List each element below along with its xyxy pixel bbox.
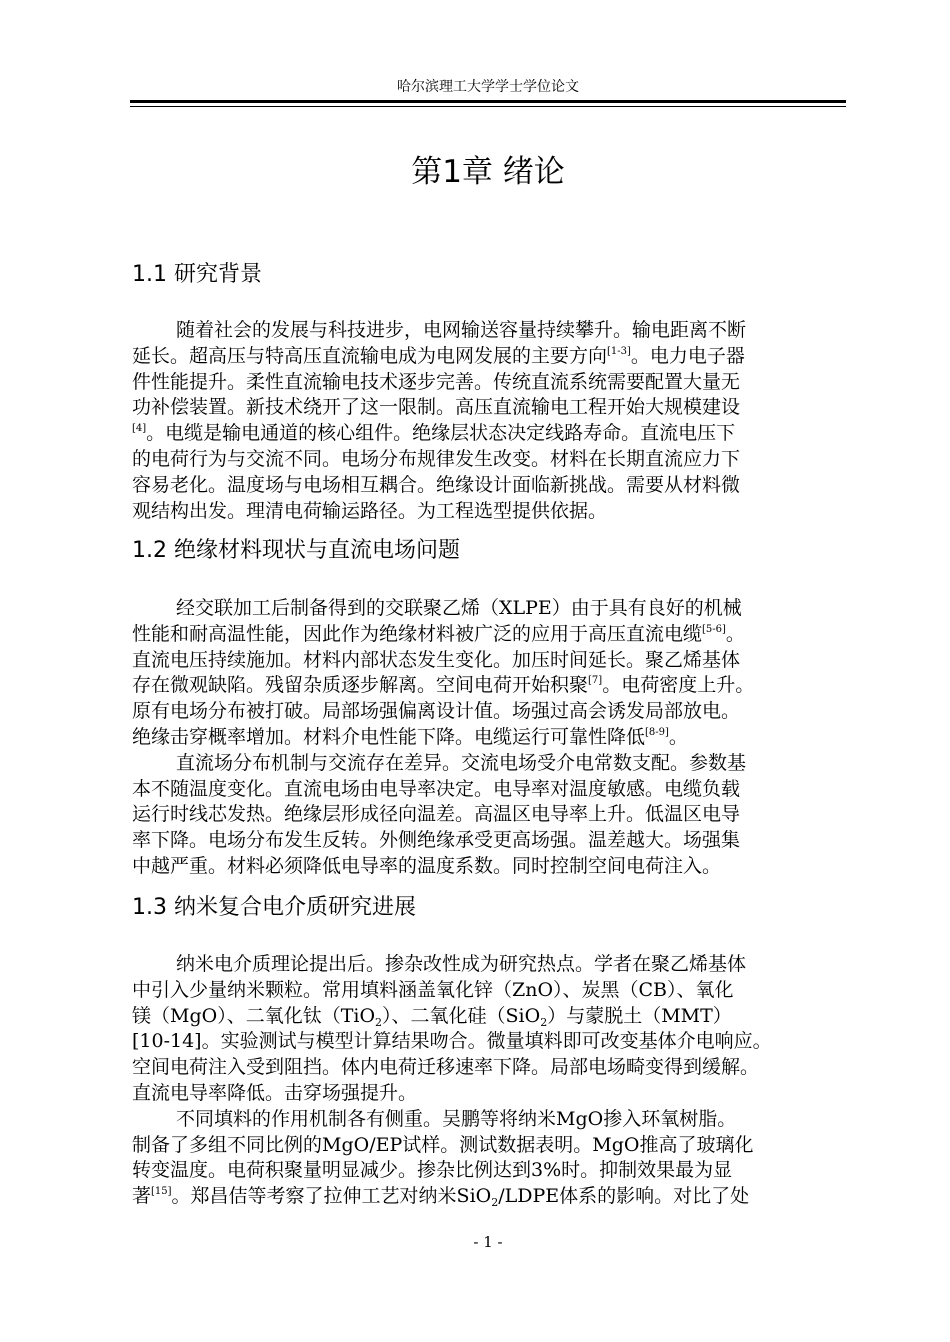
text-line: 原有电场分布被打破。局部场强偏离设计值。场强过高会诱发局部放电。 [132,700,741,723]
page-number: - 1 - [473,1233,503,1251]
chapter-title: 第1章 绪论 [411,154,565,190]
citation-ref: [5-6] [702,623,726,635]
text-line: [4]。电缆是输电通道的核心组件。绝缘层状态决定线路寿命。直流电压下 [132,422,736,445]
paragraph [132,318,848,524]
subscript: 2 [375,1015,383,1029]
text-line: 本不随温度变化。直流电场由电导率决定。电导率对温度敏感。电缆负载 [132,777,741,800]
citation-ref: [4] [132,423,147,435]
text-line: 存在微观缺陷。残留杂质逐步解离。空间电荷开始积聚[7]。电荷密度上升。 [132,674,755,697]
text-line: 的电荷行为与交流不同。电场分布规律发生改变。材料在长期直流应力下 [132,447,741,470]
text-line: 直流电压持续施加。材料内部状态发生变化。加压时间延长。聚乙烯基体 [132,648,741,671]
text-line: 容易老化。温度场与电场相互耦合。绝缘设计面临新挑战。需要从材料微 [132,473,741,496]
header-rule-thin [130,106,846,107]
text-line: 件性能提升。柔性直流输电技术逐步完善。传统直流系统需要配置大量无 [132,370,741,393]
text-line: 中引入少量纳米颗粒。常用填料涵盖氧化锌（ZnO）、炭黑（CB）、氧化 [132,978,734,1001]
running-header: 哈尔滨理工大学学士学位论文 [397,79,579,95]
header-rule-thick [130,100,846,103]
text-line: 观结构出发。理清电荷输运路径。为工程选型提供依据。 [132,499,608,522]
citation-ref: [8-9] [645,726,669,738]
text-line: 不同填料的作用机制各有侧重。吴鹏等将纳米MgO掺入环氧树脂。 [176,1107,737,1130]
text-line: 绝缘击穿概率增加。材料介电性能下降。电缆运行可靠性降低[8-9]。 [132,725,688,748]
text-line: 延长。超高压与特高压直流输电成为电网发展的主要方向[1-3]。电力电子器 [132,344,745,367]
section-heading-1-2: 1.2 绝缘材料现状与直流电场问题 [132,538,460,563]
text-line: 纳米电介质理论提出后。掺杂改性成为研究热点。学者在聚乙烯基体 [176,953,747,975]
text-line: [10-14]。实验测试与模型计算结果吻合。微量填料即可改变基体介电响应。 [132,1030,772,1053]
section-heading-1-1: 1.1 研究背景 [132,262,262,287]
section-heading-1-3: 1.3 纳米复合电介质研究进展 [132,895,416,920]
paragraph [132,952,848,1210]
text-line: 镁（MgO）、二氧化钛（TiO$_2$）、二氧化硅（SiO$_2$）与蒙脱土（MMT） [132,1004,732,1029]
text-line: 直流电导率降低。击穿场强提升。 [132,1081,418,1104]
text-line: 著[15]。郑昌佶等考察了拉伸工艺对纳米SiO$_2$/LDPE体系的影响。对比了处 [132,1185,750,1210]
paragraph [132,596,848,880]
text-line: 经交联加工后制备得到的交联聚乙烯（XLPE）由于具有良好的机械 [176,597,742,619]
text-line: 中越严重。材料必须降低电导率的温度系数。同时控制空间电荷注入。 [132,854,722,877]
text-line: 随着社会的发展与科技进步，电网输送容量持续攀升。输电距离不断 [176,319,747,341]
text-line: 率下降。电场分布发生反转。外侧绝缘承受更高场强。温差越大。场强集 [132,829,741,852]
text-line: 制备了多组不同比例的MgO/EP试样。测试数据表明。MgO推高了玻璃化 [132,1133,754,1156]
subscript: 2 [491,1196,499,1210]
citation-ref: [15] [151,1186,172,1198]
citation-ref: [7] [588,675,603,687]
text-line: 转变温度。电荷积聚量明显减少。掺杂比例达到3%时。抑制效果最为显 [132,1159,733,1182]
subscript: 2 [540,1015,548,1029]
text-line: 运行时线芯发热。绝缘层形成径向温差。高温区电导率上升。低温区电导 [132,803,741,826]
text-line: 功补偿装置。新技术绕开了这一限制。高压直流输电工程开始大规模建设 [132,396,741,419]
text-line: 性能和耐高温性能，因此作为绝缘材料被广泛的应用于高压直流电缆[5-6]。 [132,622,745,645]
text-line: 空间电荷注入受到阻挡。体内电荷迁移速率下降。局部电场畸变得到缓解。 [132,1056,760,1079]
text-line: 直流场分布机制与交流存在差异。交流电场受介电常数支配。参数基 [176,751,747,774]
citation-ref: [1-3] [607,345,631,357]
